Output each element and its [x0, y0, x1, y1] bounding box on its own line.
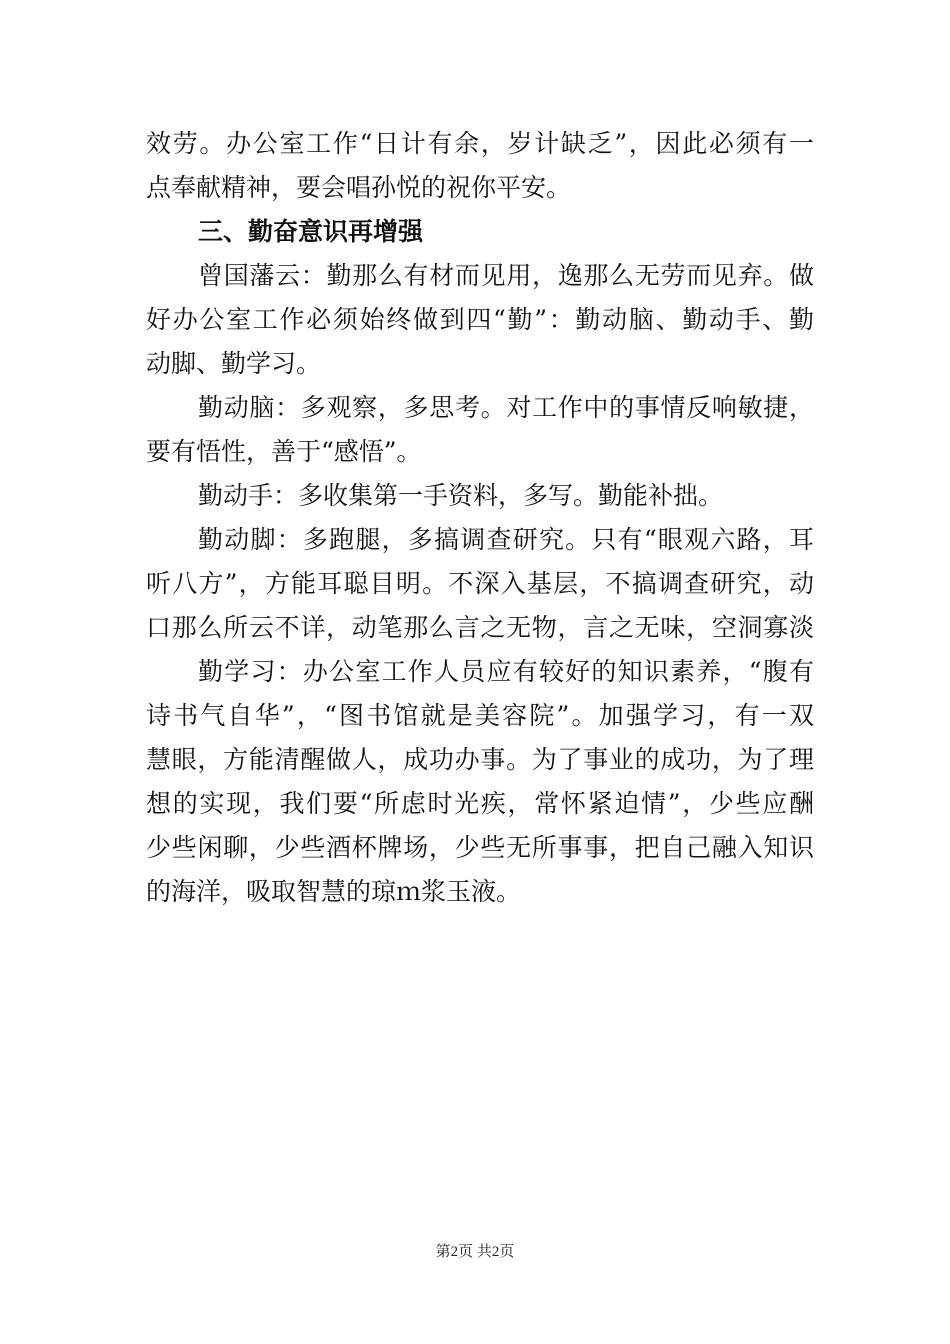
section-heading: 三、勤奋意识再增强 — [198, 217, 424, 246]
text-line: 好办公室工作必须始终做到四“勤”：勤动脑、勤动手、勤 — [146, 305, 814, 334]
text-line: 点奉献精神，要会唱孙悦的祝你平安。 — [146, 173, 572, 202]
paragraph-start-line: 勤动手：多收集第一手资料，多写。勤能补拙。 — [198, 481, 724, 510]
document-body — [146, 122, 814, 914]
text-line: 动脚、勤学习。 — [146, 349, 322, 378]
page-number-footer: 第2页 共2页 — [435, 1244, 515, 1260]
paragraph-start-line: 勤学习：办公室工作人员应有较好的知识素养，“腹有 — [198, 657, 814, 686]
text-line: 听八方”，方能耳聪目明。不深入基层，不搞调查研究，动 — [146, 569, 814, 598]
paragraph-start-line: 勤动脚：多跑腿，多搞调查研究。只有“眼观六路，耳 — [198, 525, 814, 554]
text-line: 诗书气自华”，“图书馆就是美容院”。加强学习，有一双 — [146, 701, 814, 730]
text-line: 的海洋，吸取智慧的琼ｍ浆玉液。 — [146, 877, 522, 906]
text-line: 口那么所云不详，动笔那么言之无物，言之无味，空洞寡淡 — [146, 613, 814, 642]
paragraph-start-line: 曾国藩云：勤那么有材而见用，逸那么无劳而见弃。做 — [198, 261, 814, 290]
text-line: 效劳。办公室工作“日计有余，岁计缺乏”，因此必须有一 — [146, 129, 814, 158]
text-line: 少些闲聊，少些酒杯牌场，少些无所事事，把自己融入知识 — [146, 833, 814, 862]
text-line: 想的实现，我们要“所虑时光疾，常怀紧迫情”，少些应酬 — [146, 789, 814, 818]
paragraph-start-line: 勤动脑：多观察，多思考。对工作中的事情反响敏捷， — [198, 393, 814, 422]
text-line: 要有悟性，善于“感悟”。 — [146, 437, 422, 466]
text-line: 慧眼，方能清醒做人，成功办事。为了事业的成功，为了理 — [146, 745, 814, 774]
